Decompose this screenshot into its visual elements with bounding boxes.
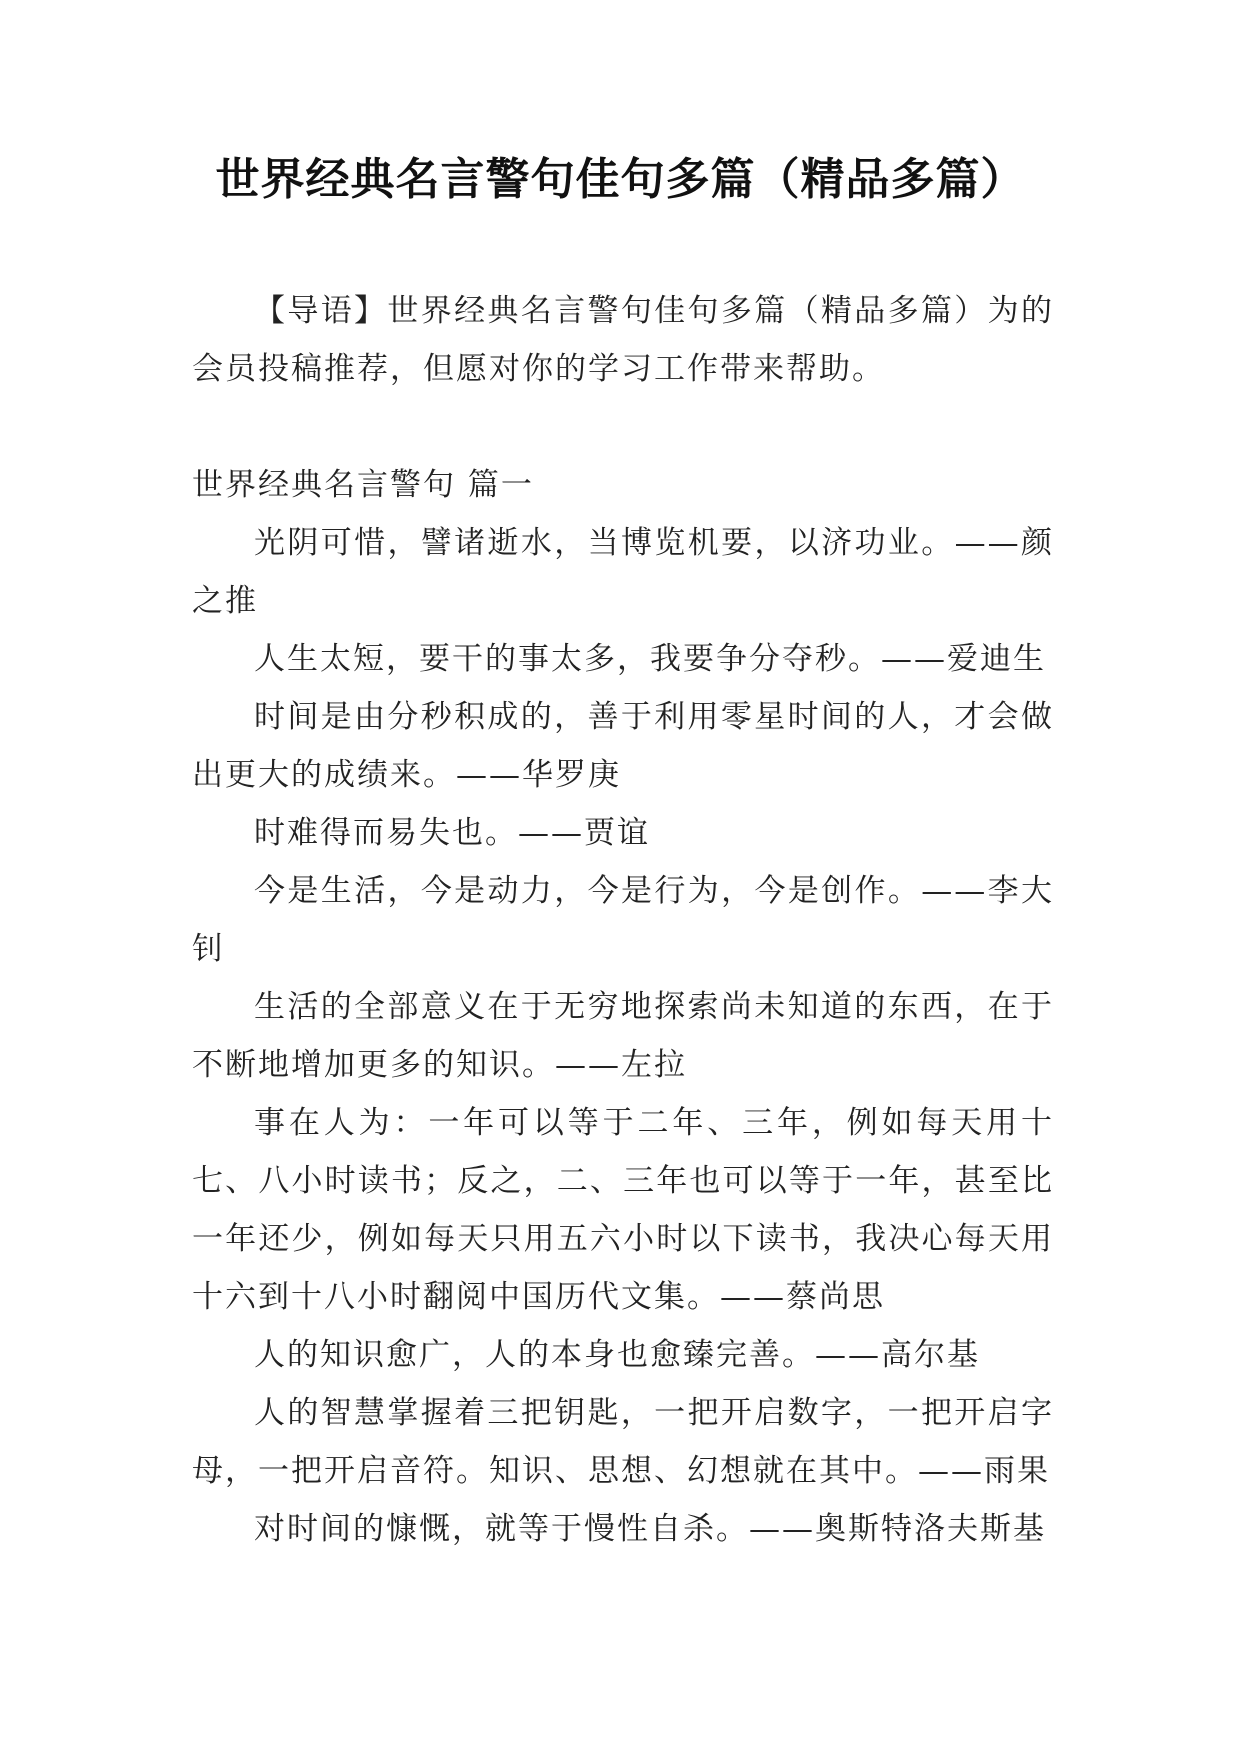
document-body [192,282,1054,1558]
quote-paragraph: 光阴可惜，譬诸逝水，当博览机要，以济功业。——颜之推 [192,525,1054,619]
quote-paragraph: 人生太短，要干的事太多，我要争分夺秒。——爱迪生 [254,641,1046,677]
quote-paragraph: 人的知识愈广，人的本身也愈臻完善。——高尔基 [254,1337,980,1373]
quote-paragraph: 时难得而易失也。——贾谊 [254,815,650,851]
intro-paragraph: 【导语】世界经典名言警句佳句多篇（精品多篇）为的会员投稿推荐，但愿对你的学习工作带来帮助。 [192,293,1054,387]
quote-paragraph: 生活的全部意义在于无穷地探索尚未知道的东西，在于不断地增加更多的知识。——左拉 [192,989,1054,1083]
quote-paragraph: 对时间的慷慨，就等于慢性自杀。——奥斯特洛夫斯基 [254,1511,1046,1547]
section-heading: 世界经典名言警句 篇一 [192,467,534,503]
document-title: 世界经典名言警句佳句多篇（精品多篇） [215,154,1026,205]
quote-paragraph: 今是生活，今是动力，今是行为，今是创作。——李大钊 [192,873,1054,967]
quote-paragraph: 时间是由分秒积成的，善于利用零星时间的人，才会做出更大的成绩来。——华罗庚 [192,699,1054,793]
quote-paragraph: 人的智慧掌握着三把钥匙，一把开启数字，一把开启字母，一把开启音符。知识、思想、幻想就在其中。——雨果 [192,1395,1054,1489]
quote-paragraph: 事在人为：一年可以等于二年、三年，例如每天用十七、八小时读书；反之，二、三年也可以等于一年，甚至比一年还少，例如每天只用五六小时以下读书，我决心每天用十六到十八小时翻阅中国历代文集。——蔡尚思 [192,1105,1054,1315]
